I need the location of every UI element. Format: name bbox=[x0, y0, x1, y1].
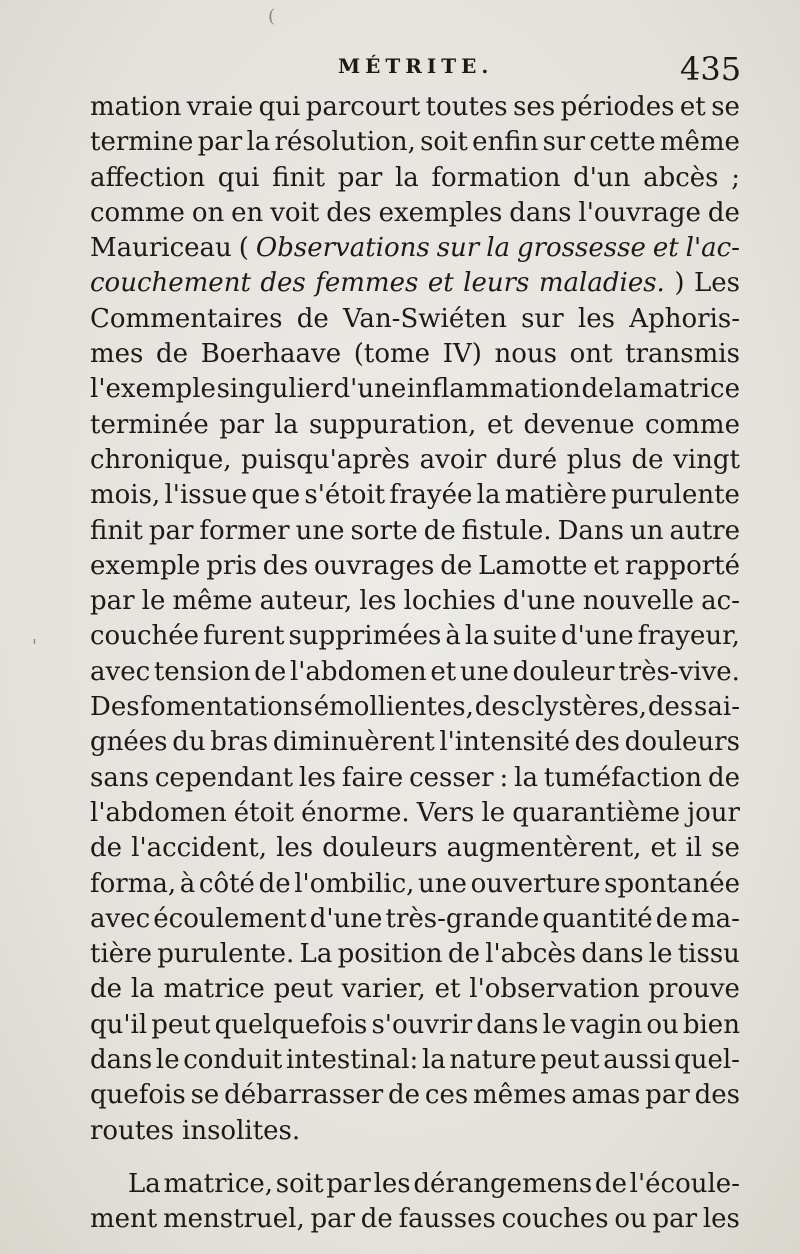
word: nature bbox=[449, 1045, 537, 1076]
word: frayeur, bbox=[637, 621, 740, 652]
word: par bbox=[219, 409, 264, 440]
word: devenue bbox=[523, 409, 635, 440]
word: finit bbox=[272, 162, 326, 193]
word: douleur bbox=[512, 656, 615, 687]
text-line bbox=[90, 972, 740, 1007]
word: mêmes bbox=[473, 1080, 567, 1111]
word: inflammation bbox=[406, 374, 581, 405]
word: les bbox=[702, 1204, 740, 1235]
word: ouverture bbox=[470, 868, 601, 899]
word: de bbox=[440, 550, 473, 581]
word: l'accident, bbox=[131, 833, 268, 864]
word: d'un bbox=[573, 162, 631, 193]
word: ou bbox=[646, 1009, 679, 1040]
word: ; bbox=[731, 162, 740, 193]
word: par bbox=[148, 515, 194, 546]
word: grossesse bbox=[516, 233, 646, 264]
word: varier, bbox=[341, 974, 426, 1005]
text-line bbox=[90, 937, 740, 972]
text-line bbox=[90, 549, 740, 584]
word: la bbox=[514, 762, 538, 793]
word: Boerhaave bbox=[200, 339, 342, 370]
word: le bbox=[648, 939, 673, 970]
word: nous bbox=[494, 339, 558, 370]
text-line bbox=[90, 725, 740, 760]
word: voit bbox=[270, 197, 320, 228]
word: La bbox=[128, 1168, 161, 1199]
word: de bbox=[388, 1080, 421, 1111]
word: quantité bbox=[542, 903, 653, 934]
word: à bbox=[179, 868, 196, 899]
word: clystères, bbox=[520, 692, 648, 723]
text-line bbox=[90, 443, 740, 478]
word: vingt bbox=[673, 444, 740, 475]
running-head bbox=[0, 50, 800, 90]
word: (tome bbox=[353, 339, 431, 370]
word: ac- bbox=[701, 586, 740, 617]
word: des bbox=[326, 197, 372, 228]
word: l'intensité bbox=[439, 727, 570, 758]
running-title: MÉTRITE. bbox=[338, 54, 494, 78]
word: de bbox=[360, 1204, 393, 1235]
word: Commentaires bbox=[90, 303, 283, 334]
word: mois, bbox=[90, 480, 161, 511]
word: chronique, bbox=[90, 444, 232, 475]
word: l'écoule- bbox=[629, 1168, 740, 1199]
page-number: 435 bbox=[680, 50, 742, 88]
word: fomentations bbox=[140, 692, 313, 723]
word: quarantième bbox=[512, 797, 680, 828]
word: spontanée bbox=[604, 868, 740, 899]
word: soit bbox=[420, 127, 468, 158]
word: ouvrages bbox=[313, 550, 435, 581]
word: et bbox=[487, 409, 513, 440]
word: menstruel, bbox=[162, 1204, 305, 1235]
word: le bbox=[141, 586, 166, 617]
word: matrice, bbox=[163, 1168, 274, 1199]
word: ) bbox=[674, 268, 685, 299]
word: la bbox=[464, 621, 489, 652]
word: même bbox=[659, 127, 740, 158]
word: l'abdomen bbox=[90, 797, 227, 828]
word: une bbox=[418, 868, 467, 899]
word: furent bbox=[203, 621, 285, 652]
text-line bbox=[90, 584, 740, 619]
text-line bbox=[90, 408, 740, 443]
word: dans bbox=[476, 1009, 539, 1040]
word: Lamotte bbox=[478, 550, 588, 581]
word: de bbox=[594, 1168, 627, 1199]
word: des bbox=[694, 1080, 740, 1111]
word: matière bbox=[504, 480, 607, 511]
word: l'ac- bbox=[685, 233, 740, 264]
word: femmes bbox=[315, 268, 419, 299]
word: de bbox=[447, 939, 480, 970]
word: ma- bbox=[690, 903, 740, 934]
word: dérangemens bbox=[413, 1168, 593, 1199]
word: supprimées bbox=[288, 621, 442, 652]
word: écoulement bbox=[153, 903, 307, 934]
text-line bbox=[90, 831, 740, 866]
word: la bbox=[614, 374, 638, 405]
word: par bbox=[310, 1204, 356, 1235]
word: l'issue bbox=[164, 480, 248, 511]
word: par bbox=[652, 1204, 698, 1235]
word: étoit bbox=[233, 797, 295, 828]
word: bras bbox=[210, 727, 269, 758]
word: ( bbox=[238, 233, 249, 264]
word: mation bbox=[90, 92, 182, 122]
word: ont bbox=[569, 339, 613, 370]
word: exemple bbox=[90, 550, 201, 581]
word: énorme. bbox=[301, 797, 410, 828]
word: toutes bbox=[425, 92, 508, 122]
word: tissu bbox=[677, 939, 740, 970]
word: nouvelle bbox=[582, 586, 694, 617]
word: quelquefois bbox=[214, 1009, 368, 1040]
word: qui bbox=[258, 92, 301, 122]
word: de bbox=[296, 303, 329, 334]
text-line bbox=[90, 690, 740, 725]
word: Dans bbox=[557, 515, 624, 546]
text-line bbox=[90, 1202, 740, 1237]
word: se bbox=[711, 833, 740, 864]
word: transmis bbox=[625, 339, 740, 370]
word: enfin bbox=[472, 127, 539, 158]
text-line bbox=[90, 1167, 740, 1202]
word: la bbox=[274, 409, 299, 440]
word: par bbox=[337, 162, 383, 193]
text-line bbox=[90, 902, 740, 937]
word: formation bbox=[431, 162, 561, 193]
word: l'observation bbox=[469, 974, 640, 1005]
word: routes bbox=[90, 1115, 175, 1146]
word: la bbox=[130, 974, 155, 1005]
word: sur bbox=[542, 127, 586, 158]
word: l'exemple bbox=[90, 374, 216, 405]
word: tension bbox=[153, 656, 251, 687]
word: sai- bbox=[694, 692, 740, 723]
word: se bbox=[711, 92, 740, 122]
text-line bbox=[90, 266, 740, 301]
word: l'ombilic, bbox=[294, 868, 415, 899]
word: couchée bbox=[90, 621, 200, 652]
word: abcès bbox=[643, 162, 719, 193]
word: qu'il bbox=[90, 1009, 148, 1040]
word: La bbox=[299, 939, 333, 970]
word: peut bbox=[273, 974, 333, 1005]
text-line bbox=[90, 302, 740, 337]
word: avec bbox=[90, 656, 151, 687]
word: par bbox=[645, 1080, 690, 1111]
word: les bbox=[373, 1168, 411, 1199]
word: du bbox=[172, 727, 206, 758]
word: Aphoris- bbox=[629, 303, 740, 334]
word: les bbox=[298, 762, 336, 793]
word: de bbox=[90, 974, 123, 1005]
word: comme bbox=[90, 197, 185, 228]
word: cependant bbox=[154, 762, 293, 793]
word: Observations bbox=[255, 233, 430, 264]
word: conduit bbox=[183, 1045, 283, 1076]
text-line bbox=[90, 514, 740, 549]
word: matrice bbox=[638, 374, 740, 405]
word: cesser bbox=[409, 762, 494, 793]
word: la bbox=[394, 162, 419, 193]
word: les bbox=[359, 586, 397, 617]
word: dans bbox=[509, 197, 572, 228]
word: Mauriceau bbox=[90, 233, 232, 264]
word: former bbox=[199, 515, 290, 546]
word: : bbox=[499, 762, 509, 793]
word: termine bbox=[90, 127, 194, 158]
word: peut bbox=[151, 1009, 211, 1040]
word: par bbox=[326, 1168, 371, 1199]
text-line bbox=[90, 796, 740, 831]
word: le bbox=[155, 1045, 180, 1076]
word: des bbox=[574, 727, 620, 758]
word: la bbox=[421, 1045, 446, 1076]
word: sur bbox=[521, 303, 564, 334]
word: peut bbox=[540, 1045, 600, 1076]
word: duré bbox=[495, 444, 558, 475]
word: sorte bbox=[350, 515, 418, 546]
word: on bbox=[191, 197, 225, 228]
word: le bbox=[481, 797, 506, 828]
word: la bbox=[476, 480, 501, 511]
word: de bbox=[581, 374, 614, 405]
word: résolution, bbox=[274, 127, 416, 158]
word: et bbox=[427, 268, 454, 299]
word: pris bbox=[206, 550, 257, 581]
word: ses bbox=[513, 92, 556, 122]
word: avoir bbox=[419, 444, 487, 475]
word: émollientes, bbox=[313, 692, 474, 723]
word: ou bbox=[614, 1204, 647, 1235]
word: des bbox=[260, 268, 306, 299]
word: intestinal: bbox=[285, 1045, 419, 1076]
word: il bbox=[685, 833, 703, 864]
text-line bbox=[90, 1114, 740, 1149]
word: suppuration, bbox=[308, 409, 477, 440]
word: terminée bbox=[90, 409, 209, 440]
word: de bbox=[707, 762, 740, 793]
word: cette bbox=[589, 127, 656, 158]
word: lochies bbox=[403, 586, 496, 617]
word: avec bbox=[90, 903, 151, 934]
text-line bbox=[90, 372, 740, 407]
word: des bbox=[647, 692, 694, 723]
word: la bbox=[246, 127, 271, 158]
word: position bbox=[337, 939, 443, 970]
text-line bbox=[90, 655, 740, 690]
word: maladies. bbox=[538, 268, 665, 299]
word: rapporté bbox=[624, 550, 740, 581]
word: d'une bbox=[333, 374, 407, 405]
word: de bbox=[707, 197, 740, 228]
text-line bbox=[90, 161, 740, 196]
word: plus bbox=[566, 444, 622, 475]
word: suite bbox=[492, 621, 557, 652]
text-line bbox=[90, 90, 740, 125]
word: de bbox=[254, 656, 287, 687]
word: bien bbox=[682, 1009, 740, 1040]
margin-mark: ' bbox=[32, 636, 37, 657]
word: tuméfaction bbox=[543, 762, 703, 793]
word: que bbox=[251, 480, 301, 511]
word: et bbox=[650, 833, 677, 864]
word: dans bbox=[90, 1045, 153, 1076]
word: les bbox=[276, 833, 314, 864]
word: forma, bbox=[90, 868, 177, 899]
word: par bbox=[197, 127, 243, 158]
word: et bbox=[679, 92, 706, 122]
word: IV) bbox=[442, 339, 482, 370]
text-line bbox=[90, 196, 740, 231]
paragraph-gap bbox=[90, 1149, 740, 1167]
word: sans bbox=[90, 762, 149, 793]
word: amas bbox=[571, 1080, 641, 1111]
word: de bbox=[655, 903, 688, 934]
word: faire bbox=[341, 762, 404, 793]
text-line bbox=[90, 867, 740, 902]
word: de bbox=[156, 339, 189, 370]
word: ces bbox=[424, 1080, 469, 1111]
word: Des bbox=[90, 692, 140, 723]
word: auteur, bbox=[259, 586, 353, 617]
text-line bbox=[90, 1043, 740, 1078]
word: douleurs bbox=[322, 833, 438, 864]
word: mes bbox=[90, 339, 144, 370]
word: s'ouvrir bbox=[371, 1009, 473, 1040]
word: couchement bbox=[90, 268, 251, 299]
text-line bbox=[90, 125, 740, 160]
word: fistule. bbox=[461, 515, 552, 546]
word: s'étoit bbox=[304, 480, 386, 511]
body-text bbox=[90, 90, 740, 1238]
word: d'une bbox=[561, 621, 634, 652]
word: et bbox=[430, 656, 457, 687]
word: finit bbox=[90, 515, 143, 546]
word: insolites. bbox=[182, 1115, 301, 1146]
word: exemples bbox=[378, 197, 503, 228]
word: vraie bbox=[186, 92, 254, 122]
word: comme bbox=[645, 409, 740, 440]
word: qui bbox=[217, 162, 260, 193]
word: côté bbox=[198, 868, 255, 899]
word: sur bbox=[436, 233, 480, 264]
word: l'abcès bbox=[485, 939, 577, 970]
word: de bbox=[258, 868, 291, 899]
word: des bbox=[474, 692, 521, 723]
word: affection bbox=[90, 162, 206, 193]
text-line bbox=[90, 478, 740, 513]
word: des bbox=[262, 550, 309, 581]
word: jour bbox=[687, 797, 740, 828]
text-line bbox=[90, 231, 740, 266]
word: douleurs bbox=[624, 727, 740, 758]
word: très-vive. bbox=[618, 656, 740, 687]
word: se bbox=[190, 1080, 220, 1111]
word: dans bbox=[581, 939, 644, 970]
text-line bbox=[90, 337, 740, 372]
word: singulier bbox=[216, 374, 333, 405]
word: et bbox=[434, 974, 461, 1005]
word: quel- bbox=[674, 1045, 740, 1076]
word: même bbox=[172, 586, 253, 617]
word: à bbox=[445, 621, 461, 652]
margin-mark: ( bbox=[268, 6, 276, 27]
text-line bbox=[90, 619, 740, 654]
word: puisqu'après bbox=[241, 444, 411, 475]
word: et bbox=[652, 233, 679, 264]
word: quefois bbox=[90, 1080, 186, 1111]
word: aussi bbox=[603, 1045, 671, 1076]
text-line bbox=[90, 1008, 740, 1043]
word: l'abdomen bbox=[289, 656, 427, 687]
word: purulente. bbox=[157, 939, 295, 970]
word: de bbox=[423, 515, 456, 546]
word: périodes bbox=[560, 92, 675, 122]
word: frayée bbox=[389, 480, 473, 511]
word: soit bbox=[275, 1168, 324, 1199]
word: de bbox=[631, 444, 664, 475]
word: diminuèrent bbox=[272, 727, 435, 758]
word: matrice bbox=[163, 974, 265, 1005]
word: une bbox=[295, 515, 345, 546]
word: d'une bbox=[502, 586, 576, 617]
word: l'ouvrage bbox=[578, 197, 701, 228]
text-line bbox=[90, 761, 740, 796]
word: parcourt bbox=[305, 92, 421, 122]
word: autre bbox=[669, 515, 740, 546]
word: tière bbox=[90, 939, 152, 970]
word: leurs bbox=[463, 268, 530, 299]
word: Van-Swiéten bbox=[343, 303, 507, 334]
word: très-grande bbox=[385, 903, 540, 934]
word: débarrasser bbox=[224, 1080, 384, 1111]
word: ment bbox=[90, 1204, 158, 1235]
word: un bbox=[629, 515, 664, 546]
word: Les bbox=[693, 268, 740, 299]
word: de bbox=[90, 833, 123, 864]
word: la bbox=[486, 233, 511, 264]
word: gnées bbox=[90, 727, 168, 758]
word: couches bbox=[501, 1204, 609, 1235]
word: augmentèrent, bbox=[446, 833, 642, 864]
word: une bbox=[459, 656, 509, 687]
word: Vers bbox=[416, 797, 475, 828]
word: les bbox=[577, 303, 615, 334]
word: fausses bbox=[398, 1204, 496, 1235]
word: d'une bbox=[309, 903, 383, 934]
text-line bbox=[90, 1078, 740, 1113]
word: en bbox=[231, 197, 264, 228]
word: purulente bbox=[611, 480, 740, 511]
word: prouve bbox=[648, 974, 740, 1005]
word: par bbox=[90, 586, 135, 617]
word: et bbox=[593, 550, 620, 581]
word: le bbox=[542, 1009, 567, 1040]
word: vagin bbox=[570, 1009, 643, 1040]
